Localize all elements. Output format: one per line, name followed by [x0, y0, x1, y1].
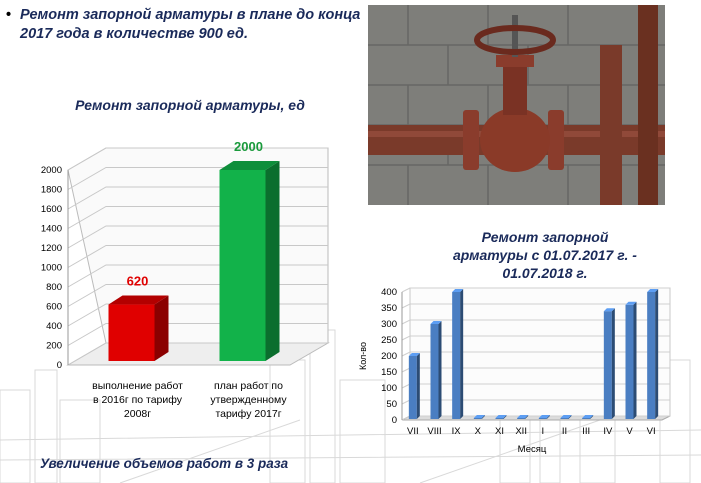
chart1-ytick-label: 1400 [40, 223, 62, 235]
chart1-ytick-label: 600 [46, 301, 62, 313]
chart2-bar [496, 418, 504, 419]
chart1-category-label: утвержденному [210, 394, 287, 406]
chart1-ytick-label: 1800 [40, 184, 62, 196]
bullet-marker: • [6, 7, 12, 23]
chart1-ytick-label: 1200 [40, 243, 62, 254]
plan-bullet [6, 6, 366, 44]
chart2-bar-side [634, 302, 637, 419]
chart2-bar [561, 418, 569, 419]
plan-bullet-text: Ремонт запорной арматуры в плане до конца 2017 года в количестве 900 ед. [20, 7, 361, 42]
gate-valve-photo [368, 5, 665, 205]
chart2-ytick-label: 50 [386, 399, 397, 410]
chart1-ytick-label: 1000 [40, 262, 62, 274]
chart2-xtick-label: VIII [427, 426, 442, 437]
chart1-category-label: план работ по [214, 380, 283, 392]
chart2-xtick-label: X [474, 426, 482, 437]
chart2-xlabel: Месяц [517, 444, 547, 455]
chart2-bar [626, 305, 634, 419]
chart1-bar [220, 170, 266, 361]
chart2-monthly-repairs [350, 280, 701, 470]
chart2-bar [409, 356, 417, 419]
chart2-xtick-label: VII [407, 426, 419, 437]
chart2-xtick-label: XII [515, 426, 527, 437]
chart1-ytick-label: 400 [46, 321, 62, 332]
chart1-category-label: выполнение работ [92, 380, 183, 392]
chart2-xtick-label: IV [603, 426, 613, 437]
chart2-ylabel: Кол-во [358, 342, 368, 370]
chart2-bar [539, 418, 547, 419]
chart2-xtick-label: IX [451, 426, 461, 437]
chart2-xtick-label: III [582, 426, 591, 437]
chart1-ytick-label: 1600 [40, 204, 62, 215]
chart2-bar-side [655, 289, 658, 419]
chart2-xtick-label: I [541, 426, 545, 437]
chart2-title [400, 228, 690, 282]
chart2-bar [474, 418, 482, 419]
chart2-bar-side [439, 321, 442, 419]
chart2-xtick-label: V [626, 426, 633, 437]
chart2-ytick-label: 300 [381, 319, 397, 330]
chart2-ytick-label: 350 [381, 303, 397, 314]
chart1-category-label: в 2016г по тарифу [92, 394, 183, 406]
chart2-bar-side [612, 308, 615, 419]
chart1-category-label: 2008г [123, 408, 152, 420]
chart2-bar-side [417, 353, 420, 419]
chart2-bar [431, 324, 439, 419]
chart2-xtick-label: VI [646, 426, 656, 437]
chart1-data-label: 2000 [234, 139, 263, 154]
chart1-ytick-label: 2000 [40, 165, 62, 176]
chart1-category-label: тарифу 2017г [215, 408, 282, 420]
chart1-bar [109, 305, 155, 361]
chart1-data-label: 620 [126, 273, 149, 289]
chart2-ytick-label: 150 [381, 367, 397, 378]
chart2-ytick-label: 0 [391, 415, 397, 426]
footer-note: Увеличение объемов работ в 3 раза [40, 456, 289, 471]
chart2-bar [582, 418, 590, 419]
chart2-xtick-label: II [561, 426, 568, 437]
chart2-title-line-2: арматуры с 01.07.2017 г. - [453, 247, 637, 263]
chart1-ytick-label: 0 [56, 360, 62, 371]
chart2-bar [517, 418, 525, 419]
chart2-ytick-label: 250 [381, 335, 397, 346]
chart2-bar-side [460, 289, 463, 419]
chart1-floor [68, 343, 328, 365]
chart2-bar [604, 311, 612, 419]
chart2-ytick-label: 200 [381, 351, 397, 362]
chart2-title-line-3: 01.07.2018 г. [502, 265, 588, 281]
chart1-ytick-label: 200 [46, 340, 62, 352]
chart1-repair-volume [0, 120, 370, 455]
chart2-ytick-label: 100 [381, 383, 397, 394]
chart2-ytick-label: 400 [381, 287, 397, 298]
chart2-xtick-label: XI [495, 426, 504, 437]
chart2-bar [647, 292, 655, 419]
chart1-bar-side [266, 161, 280, 361]
chart1-bar-side [155, 296, 169, 361]
chart2-title-line-1: Ремонт запорной [481, 229, 609, 245]
chart1-title: Ремонт запорной арматуры, ед [75, 97, 305, 113]
chart2-bar [452, 292, 460, 419]
chart1-ytick-label: 800 [46, 282, 62, 293]
